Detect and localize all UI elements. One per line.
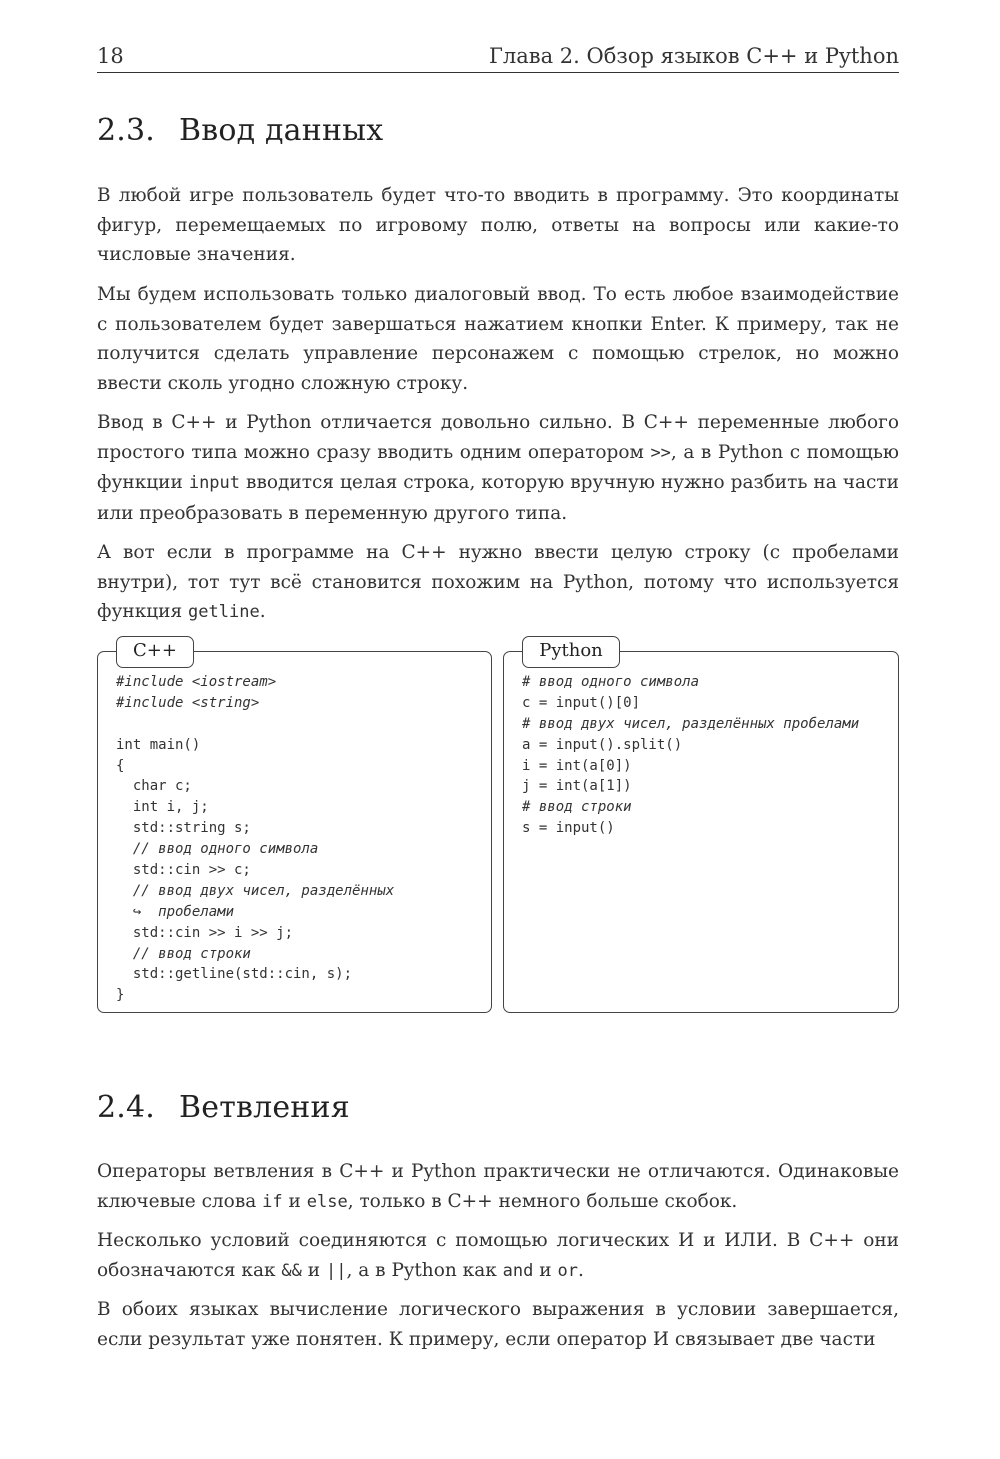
code-line: std::string s; <box>116 820 251 837</box>
paragraph: Несколько условий соединяются с помощью логических И и ИЛИ. В C++ они обозначаются как && и ||, а в Python как and и or. <box>97 1230 899 1281</box>
code-line: char c; <box>116 778 192 795</box>
chapter-title: Глава 2. Обзор языков C++ и Python <box>489 44 899 68</box>
inline-code: input <box>188 473 241 494</box>
code-line: std::getline(std::cin, s); <box>116 966 353 983</box>
inline-code: && <box>281 1260 302 1281</box>
code-line: s = input() <box>522 820 615 837</box>
code-line: std::cin >> i >> j; <box>116 924 294 941</box>
code-line: # ввод двух чисел, разделённых пробелами <box>522 715 860 732</box>
code-line: c = input()[0] <box>522 694 641 711</box>
listing-label: C++ <box>116 636 194 668</box>
code-line: { <box>116 757 125 774</box>
paragraph: В обоих языках вычисление логического выражения в условии завершается, если результат уже понятен. К примеру, если оператор И связывает две части <box>97 1299 899 1350</box>
code-line: #include <string> <box>116 694 260 711</box>
code-line: int i, j; <box>116 799 209 816</box>
inline-code: if <box>262 1191 283 1212</box>
paragraph: Операторы ветвления в C++ и Python практически не отличаются. Одинаковые ключевые слова if и else, только в C++ немного больше скобок. <box>97 1161 899 1212</box>
code-line: i = int(a[0]) <box>522 757 632 774</box>
section-title: Ветвления <box>179 1090 350 1125</box>
section-title: Ввод данных <box>179 113 384 148</box>
code-line: std::cin >> c; <box>116 862 251 879</box>
section-number: 2.3. <box>97 113 156 148</box>
code-line: } <box>116 987 125 1004</box>
inline-code: >> <box>650 442 671 463</box>
section-heading-2-4 <box>97 1090 350 1125</box>
code-line: a = input().split() <box>522 736 683 753</box>
code-line: # ввод строки <box>522 799 632 816</box>
page-number: 18 <box>97 44 124 68</box>
code-line: ↪ пробелами <box>116 903 235 920</box>
inline-code: or <box>557 1260 578 1281</box>
running-header <box>97 40 899 73</box>
code-line: #include <iostream> <box>116 674 277 690</box>
listing-label: Python <box>522 636 620 668</box>
section-heading-2-3 <box>97 113 383 148</box>
code-line: # ввод одного символа <box>522 674 700 690</box>
inline-code: getline <box>188 602 260 623</box>
code-line: int main() <box>116 736 201 753</box>
paragraph: А вот если в программе на C++ нужно ввести целую строку (с пробелами внутри), тот тут всё становится похожим на Python, потому что используется функция getline. <box>97 542 899 623</box>
inline-code: || <box>326 1260 347 1281</box>
code-block <box>116 672 481 1006</box>
section-number: 2.4. <box>97 1090 156 1125</box>
inline-code: and <box>502 1260 534 1281</box>
inline-code: else <box>306 1191 348 1212</box>
python-code-listing <box>503 640 899 1013</box>
code-line: j = int(a[1]) <box>522 778 632 795</box>
cpp-code-listing <box>97 640 492 1013</box>
paragraph: В любой игре пользователь будет что-то вводить в программу. Это координаты фигур, перемещаемых по игровому полю, ответы на вопросы или какие-то числовые значения. <box>97 185 899 266</box>
paragraph: Мы будем использовать только диалоговый ввод. То есть любое взаимодействие с пользователем будет завершаться нажатием кнопки Enter. К примеру, так не получится сделать управление персонажем с помощью стрелок, но можно ввести сколь угодно сложную строку. <box>97 284 899 394</box>
code-line: // ввод строки <box>116 945 251 962</box>
code-line: // ввод двух чисел, разделённых <box>116 882 395 899</box>
code-block <box>522 672 888 839</box>
code-line: // ввод одного символа <box>116 841 319 858</box>
paragraph: Ввод в C++ и Python отличается довольно сильно. В C++ переменные любого простого типа можно сразу вводить одним оператором >>, а в Python с помощью функции input вводится целая строка, которую вручную нужно разбить на части или преобразовать в переменную другого типа. <box>97 412 899 524</box>
code-line <box>116 714 481 735</box>
